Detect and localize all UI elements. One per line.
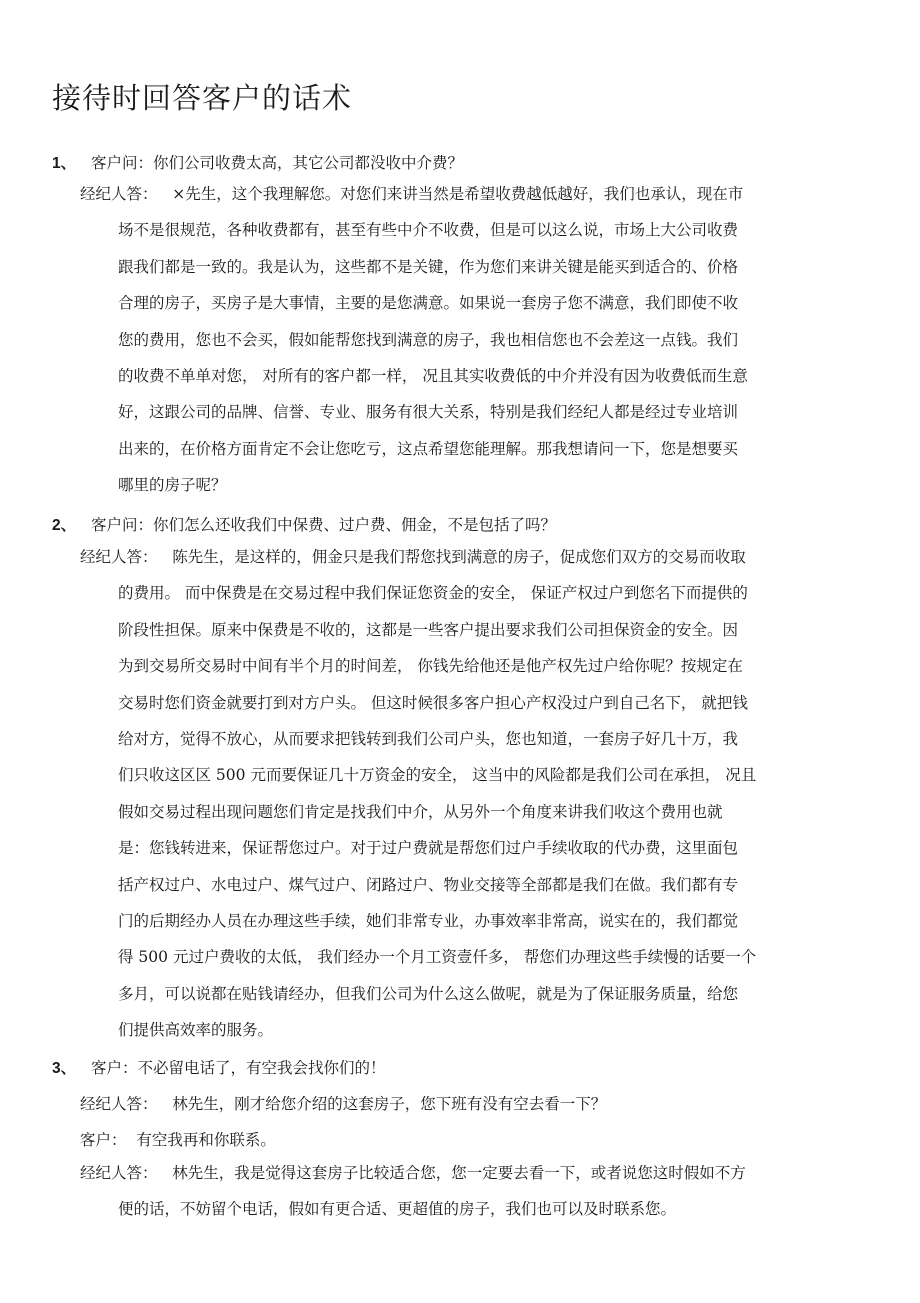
question-3 xyxy=(52,1056,385,1078)
answer-line: 得 500 元过户费收的太低， 我们经办一个月工资壹仟多， 帮您们办理这些手续慢的话要一个 xyxy=(118,948,757,967)
exchange-agent-1 xyxy=(80,1092,606,1114)
answer-text: ×先生，这个我理解您。对您们来讲当然是希望收费越低越好，我们也承认，现在市 xyxy=(172,185,744,203)
answer-line: 您的费用，您也不会买，假如能帮您找到满意的房子，我也相信您也不会差这一点钱。我们 xyxy=(118,330,739,349)
answer-line: 好，这跟公司的品牌、信誉、专业、服务有很大关系，特别是我们经纪人都是经过专业培训 xyxy=(118,403,739,422)
answer-text: 林先生，刚才给您介绍的这套房子，您下班有没有空去看一下？ xyxy=(172,1095,607,1113)
answer-line: 是：您钱转进来，保证帮您过户。对于过户费就是帮您们过户手续收取的代办费，这里面包 xyxy=(118,839,739,858)
answer-label: 经纪人答： xyxy=(80,185,158,203)
answer-line: 交易时您们资金就要打到对方户头。 但这时候很多客户担心产权没过户到自己名下， 就把钱 xyxy=(118,693,748,712)
answer-line: 为到交易所交易时中间有半个月的时间差， 你钱先给他还是他产权先过户给你呢？按规定在 xyxy=(118,657,743,676)
answer-line: 多月，可以说都在贴钱请经办，但我们公司为什么这么做呢，就是为了保证服务质量，给您 xyxy=(118,984,739,1003)
customer-label: 客户： xyxy=(80,1131,127,1149)
answer-label: 经纪人答： xyxy=(80,1164,158,1182)
answer-text: 林先生，我是觉得这套房子比较适合您，您一定要去看一下，或者说您这时假如不方 xyxy=(172,1164,746,1182)
answer-label: 经纪人答： xyxy=(80,1095,158,1113)
answer-line: 出来的，在价格方面肯定不会让您吃亏，这点希望您能理解。那我想请问一下，您是想要买 xyxy=(118,439,739,458)
answer-label: 经纪人答： xyxy=(80,548,158,566)
question-text: 客户：不必留电话了，有空我会找你们的！ xyxy=(90,1059,386,1077)
question-number: 2、 xyxy=(52,517,77,534)
answer-line: 场不是很规范，各种收费都有，甚至有些中介不收费，但是可以这么说，市场上大公司收费 xyxy=(118,221,739,240)
customer-text: 有空我再和你联系。 xyxy=(136,1131,276,1149)
question-number: 3、 xyxy=(52,1060,77,1077)
answer-line xyxy=(80,1163,858,1199)
answer-line: 便的话，不妨留个电话，假如有更合适、更超值的房子，我们也可以及时联系您。 xyxy=(118,1200,677,1219)
exchange-agent-2 xyxy=(80,1163,858,1236)
answer-line: 跟我们都是一致的。我是认为，这些都不是关键，作为您们来讲关键是能买到适合的、价格 xyxy=(118,257,739,276)
answer-line: 给对方，觉得不放心，从而要求把钱转到我们公司户头，您也知道，一套房子好几十万，我 xyxy=(118,729,739,748)
question-text: 客户问：你们公司收费太高，其它公司都没收中介费？ xyxy=(90,154,463,172)
answer-line: 哪里的房子呢？ xyxy=(118,476,227,495)
question-2 xyxy=(52,513,556,535)
answer-line: 的费用。 而中保费是在交易过程中我们保证您资金的安全， 保证产权过户到您名下而提供的 xyxy=(118,584,748,603)
answer-line: 们只收这区区 500 元而要保证几十万资金的安全， 这当中的风险都是我们公司在承担， 况且 xyxy=(118,766,757,785)
answer-line xyxy=(80,184,858,220)
answer-line: 合理的房子，买房子是大事情，主要的是您满意。如果说一套房子您不满意，我们即使不收 xyxy=(118,294,739,313)
question-1 xyxy=(52,151,463,173)
question-text: 客户问：你们怎么还收我们中保费、过户费、佣金，不是包括了吗？ xyxy=(90,516,556,534)
answer-line xyxy=(80,547,858,583)
answer-2 xyxy=(80,547,858,1056)
answer-1 xyxy=(80,184,858,512)
answer-line: 阶段性担保。原来中保费是不收的，这都是一些客户提出要求我们公司担保资金的安全。因 xyxy=(118,620,739,639)
answer-line: 假如交易过程出现问题您们肯定是找我们中介，从另外一个角度来讲我们收这个费用也就 xyxy=(118,802,723,821)
answer-line: 括产权过户、水电过户、煤气过户、闭路过户、物业交接等全部都是我们在做。我们都有专 xyxy=(118,875,739,894)
exchange-customer xyxy=(80,1128,276,1150)
question-number: 1、 xyxy=(52,155,77,172)
answer-line: 们提供高效率的服务。 xyxy=(118,1021,274,1040)
page-title: 接待时回答客户的话术 xyxy=(52,81,353,115)
answer-line: 的收费不单单对您， 对所有的客户都一样， 况且其实收费低的中介并没有因为收费低而生意 xyxy=(118,366,748,385)
answer-line: 门的后期经办人员在办理这些手续，她们非常专业，办事效率非常高，说实在的，我们都觉 xyxy=(118,911,739,930)
answer-text: 陈先生，是这样的，佣金只是我们帮您找到满意的房子，促成您们双方的交易而收取 xyxy=(172,548,746,566)
